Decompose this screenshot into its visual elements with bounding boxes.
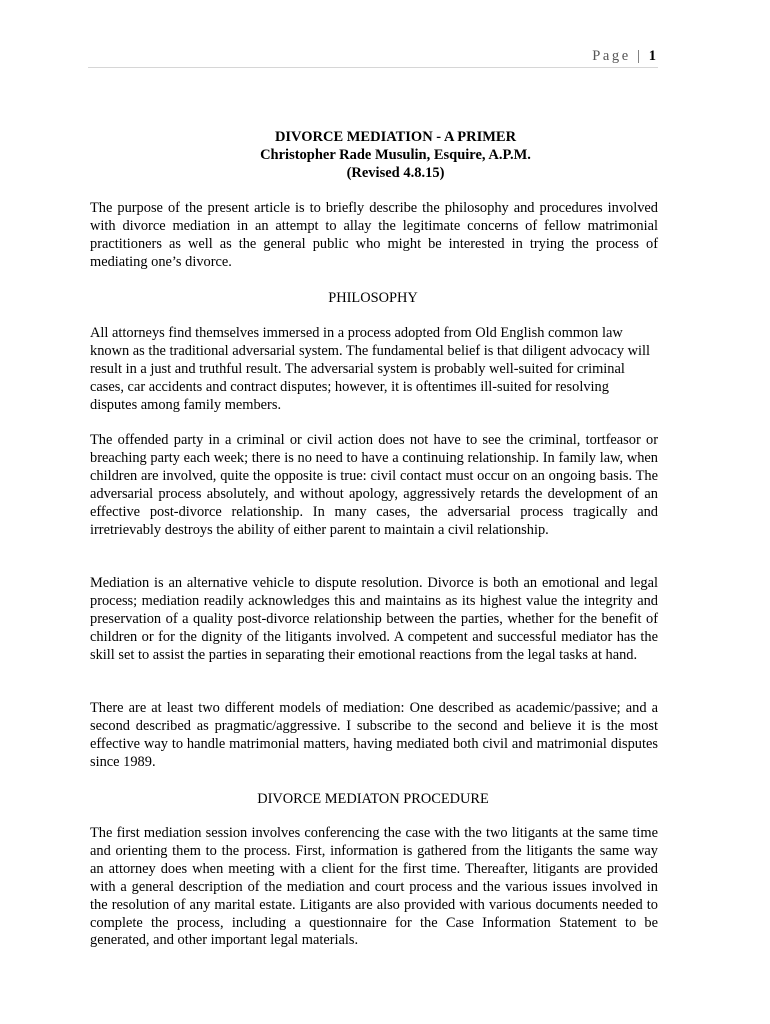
page-label: Page <box>592 48 631 64</box>
intro-paragraph: The purpose of the present article is to briefly describe the philosophy and procedures involved with divorce mediation in an attempt to allay the legitimate concerns of fellow matrimonial practitioners as well as the general public who might be interested in trying the process of mediating one’s divorce. <box>90 200 658 270</box>
philosophy-paragraph-4: There are at least two different models of mediation: One described as academic/passive; and a second described as pragmatic/aggressive. I subscribe to the second and believe it is the most effective way to handle matrimonial matters, having mediated both civil and matrimonial disputes since 1989. <box>90 700 658 770</box>
revision-line: (Revised 4.8.15) <box>346 165 445 181</box>
author-line: Christopher Rade Musulin, Esquire, A.P.M. <box>260 147 531 163</box>
section-heading-procedure: DIVORCE MEDIATON PROCEDURE <box>257 791 489 807</box>
page-number-value: 1 <box>648 48 656 64</box>
section-heading-philosophy: PHILOSOPHY <box>328 290 418 306</box>
philosophy-paragraph-2: The offended party in a criminal or civil action does not have to see the criminal, tortfeasor or breaching party each week; there is no need to have a continuing relationship. In family law, when children are involved, quite the opposite is true: civil contact must occur on an ongoing basis. The adversarial process absolutely, and without apology, aggressively retards the development of an effective post-divorce relationship. In many cases, the adversarial process tragically and irretrievably destroys the ability of either parent to maintain a civil relationship. <box>90 432 658 538</box>
page-header <box>88 46 658 68</box>
philosophy-paragraph-1: All attorneys find themselves immersed in a process adopted from Old English common law known as the traditional adversarial system. The fundamental belief is that diligent advocacy will result in a just and truthful result. The adversarial system is probably well-suited for criminal cases, car accidents and contract disputes; however, it is oftentimes ill-suited for resolving disputes among family members. <box>90 325 651 413</box>
page-number: Page | 1 <box>592 48 656 64</box>
document-title <box>88 128 658 182</box>
title-line: DIVORCE MEDIATION - A PRIMER <box>274 129 517 145</box>
procedure-paragraph-1: The first mediation session involves conferencing the case with the two litigants at the same time and orienting them to the process. First, information is gathered from the litigants the same way an attorney does when meeting with a client for the first time. Thereafter, litigants are provided with a general description of the mediation and court process and the various issues involved in the resolution of any marital estate. Litigants are also provided with various documents needed to complete the process, including a questionnaire for the Case Information Statement to be generated, and other important legal materials. <box>90 825 658 949</box>
philosophy-paragraph-3: Mediation is an alternative vehicle to dispute resolution. Divorce is both an emotional and legal process; mediation readily acknowledges this and maintains as its highest value the integrity and preservation of a quality post-divorce relationship between the parties, whether for the benefit of children or for the dignity of the litigants involved. A competent and successful mediator has the skill set to assist the parties in separating their emotional reactions from the legal tasks at hand. <box>90 575 658 663</box>
